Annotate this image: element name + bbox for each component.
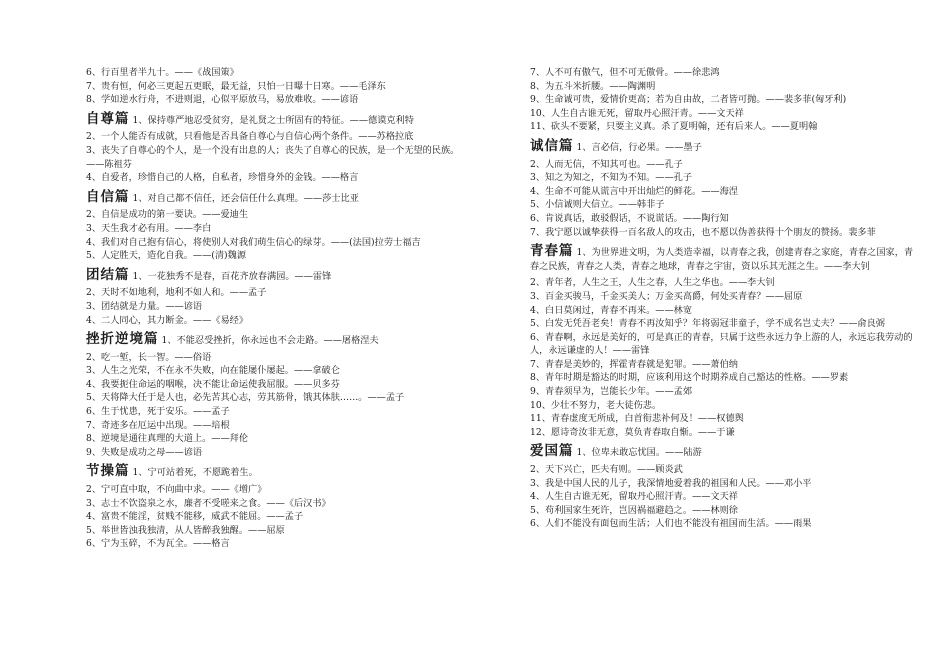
- section-heading-line: [86, 465, 470, 480]
- quote-line: 11、砍头不要紧，只要主义真。杀了夏明翰，还有后来人。——夏明翰: [530, 121, 818, 133]
- quote-line: 4、生命不可能从谎言中开出灿烂的鲜花。——海涅: [530, 185, 738, 197]
- quote-line: 2、人而无信，不知其可也。——孔子: [530, 158, 683, 170]
- quote-text: 1、为世界进文明，为人类造幸福，以青春之我，创建青春之家庭，青春之国家，青春之民族，青春之人类，青春之地球，青春之宇宙，资以乐其无涯之生。——李大钊: [530, 247, 914, 272]
- quote-line: 7、人不可有傲气，但不可无傲骨。——徐悲鸿: [530, 67, 720, 78]
- quote-line: 7、青春是美妙的，挥霍青春就是犯罪。——萧伯纳: [530, 358, 738, 370]
- quote-line: 3、天生我才必有用。——李白: [86, 222, 212, 234]
- quote-line: 9、生命诚可贵，爱情价更高；若为自由故，二者皆可抛。——裴多菲(匈牙利): [530, 94, 847, 106]
- quote-line: 3、我是中国人民的儿子，我深情地爱着我的祖国和人民。——邓小平: [530, 477, 812, 489]
- section-title: 爱国篇: [530, 443, 574, 460]
- quote-line: 6、肯说真话，敢驳假话，不说谎话。——陶行知: [530, 212, 729, 224]
- quote-line: 4、我们对自己抱有信心，将使别人对我们萌生信心的绿芽。——(法国)拉劳士福吉: [86, 236, 421, 248]
- quote-line: 6、生于忧患，死于安乐。——孟子: [86, 406, 230, 418]
- section-heading-line: [530, 445, 922, 460]
- right-column: [530, 66, 922, 531]
- quote-line: 6、行百里者半九十。——《战国策》: [86, 67, 239, 78]
- quote-line: 2、天下兴亡，匹夫有则。——顾炎武: [530, 464, 683, 476]
- quote-line: 10、少壮不努力，老大徒伤悲。: [530, 399, 662, 411]
- section-heading-line: [530, 137, 922, 155]
- quote-text: 1、对自己都不信任，还会信任什么真理。——莎士比亚: [132, 192, 359, 204]
- quote-line: 2、一个人能否有成就，只看他是否具备自尊心与自信心两个条件。——苏格拉底: [86, 131, 414, 143]
- section-title: 节操篇: [86, 463, 130, 480]
- quote-line: 2、自信是成功的第一要诀。——爱迪生: [86, 209, 249, 221]
- quote-line: 2、天时不如地利，地利不如人和。——孟子: [86, 287, 267, 299]
- section-title: 挫折逆境篇: [86, 331, 159, 348]
- quote-line: 8、青年时期是豁达的时期，应该利用这个时期养成自己豁达的性格。——罗素: [530, 372, 849, 384]
- quote-line: 5、苟利国家生死许，岂因祸福避趋之。——林则徐: [530, 504, 738, 516]
- section-right-2: [530, 445, 922, 531]
- quote-text: 1、言必信，行必果。——墨子: [576, 141, 702, 153]
- quote-line: 4、白日莫闲过，青春不再来。——林宽: [530, 304, 693, 316]
- quote-line: 9、青春须早为，岂能长少年。——孟郊: [530, 386, 693, 398]
- section-heading-line: [530, 245, 922, 273]
- quote-line: 5、小信诚则大信立。——韩非子: [530, 199, 665, 211]
- quote-line: 3、知之为知之，不知为不知。——孔子: [530, 172, 693, 184]
- quote-line: 6、宁为玉碎，不为瓦全。——格言: [86, 538, 230, 550]
- section-right-0: [530, 137, 922, 239]
- quote-line: 11、青春虚度无所成，白首衔悲补何及！——权德舆: [530, 413, 744, 425]
- quote-line: 5、举世皆浊我独清，从人皆醉我独醒。——屈原: [86, 524, 285, 536]
- quote-line: 4、人生自古谁无死，留取丹心照汗青。——文天祥: [530, 491, 738, 503]
- section-right-1: [530, 245, 922, 439]
- quote-line: 3、百金买骏马，千金买美人；万金买高爵，何处买青春？——屈原: [530, 290, 803, 302]
- section-title: 诚信篇: [530, 137, 574, 154]
- quote-line: 8、学如逆水行舟，不进则退，心似平原放马，易放难收。——谚语: [86, 94, 359, 106]
- quote-text: 1、位卑未敢忘忧国。——陆游: [576, 447, 702, 459]
- quote-line: 3、志士不饮盗泉之水，廉者不受嗟来之食。——《后汉书》: [86, 497, 331, 509]
- quote-line: 7、我宁愿以诚挚获得一百名敌人的攻击，也不愿以伪善获得十个朋友的赞扬。裴多菲: [530, 226, 876, 238]
- quote-line: 2、青年者，人生之王，人生之春，人生之华也。——李大钊: [530, 277, 775, 289]
- section-left-3: [86, 333, 470, 459]
- section-title: 自尊篇: [86, 110, 130, 127]
- section-heading-line: [86, 110, 470, 128]
- quote-line: 4、我要扼住命运的咽喉，决不能让命运使我屈服。——贝多芬: [86, 378, 340, 390]
- section-left-4: [86, 465, 470, 551]
- section-heading-line: [86, 266, 470, 284]
- quote-text: 1、宁可站着死，不愿跪着生。: [132, 467, 258, 479]
- section-heading-line: [86, 333, 470, 348]
- quote-line: 8、逆境是通往真理的大道上。——拜伦: [86, 433, 249, 445]
- quote-line: 8、为五斗米折腰。——陶渊明: [530, 80, 656, 92]
- quote-line: 5、白发无凭吾老矣！青春不再汝知乎？年将弱冠非童子，学不成名岂丈夫？——俞良弼: [530, 318, 885, 330]
- quote-line: 5、天将降大任于是人也，必先苦其心志，劳其筋骨，饿其体肤……。——孟子: [86, 392, 405, 404]
- quote-text: 1、不能忍受挫折，你永远也不会走路。——屠格涅夫: [161, 335, 379, 347]
- quote-text: 1、保持尊严地忍受贫穷，是礼贤之士所固有的特征。——德谟克利特: [132, 114, 414, 126]
- quote-text: 1、一花独秀不是春，百花齐放春满园。——雷锋: [132, 270, 332, 282]
- quote-line: 4、二人同心，其力断金。——《易经》: [86, 314, 249, 326]
- quote-line: 4、自爱者，珍惜自己的人格，自私者，珍惜身外的金钱。——格言: [86, 172, 359, 184]
- left-column: [86, 66, 470, 551]
- section-left-0: [86, 110, 470, 185]
- quote-line: 3、丧失了自尊心的个人，是一个没有出息的人；丧失了自尊心的民族，是一个无望的民族。——陈祖芬: [86, 144, 460, 170]
- quote-line: 9、失败是成功之母——谚语: [86, 446, 203, 458]
- section-title: 青春篇: [530, 243, 574, 260]
- quote-line: 6、青春啊，永远是美好的，可是真正的青春，只属于这些永远力争上游的人，永远忘我劳动的人，永远谦虚的人！——雷锋: [530, 331, 913, 357]
- quote-line: 7、贵有恒，何必三更起五更眠，最无益，只怕一日曝十日寒。——毛泽东: [86, 80, 386, 92]
- section-heading-line: [86, 188, 470, 206]
- quote-line: 10、人生自古谁无死，留取丹心照汗青。——文天祥: [530, 107, 744, 119]
- quote-line: 7、奇迹多在厄运中出现。——培根: [86, 419, 230, 431]
- quote-line: 3、人生之光荣，不在永不失败，向在能屡仆屡起。——拿破仑: [86, 365, 340, 377]
- quote-line: 3、团结就是力量。——谚语: [86, 300, 203, 312]
- quote-line: 2、宁可直中取，不向曲中求。——《增广》: [86, 484, 267, 496]
- quote-line: 6、人们不能没有面包而生活；人们也不能没有祖国而生活。——雨果: [530, 518, 812, 530]
- section-left-1: [86, 188, 470, 263]
- quote-line: 5、人定胜天，造化自我。——(清)魏源: [86, 250, 247, 262]
- quote-line: 12、愿诗奇汝非无意，莫负青春取自惭。——于谦: [530, 426, 735, 438]
- section-title: 团结篇: [86, 266, 130, 283]
- section-title: 自信篇: [86, 188, 130, 205]
- quote-line: 2、吃一堑，长一智。——俗语: [86, 351, 212, 363]
- quote-line: 4、富贵不能淫，贫贱不能移，威武不能屈。——孟子: [86, 511, 304, 523]
- section-left-2: [86, 266, 470, 327]
